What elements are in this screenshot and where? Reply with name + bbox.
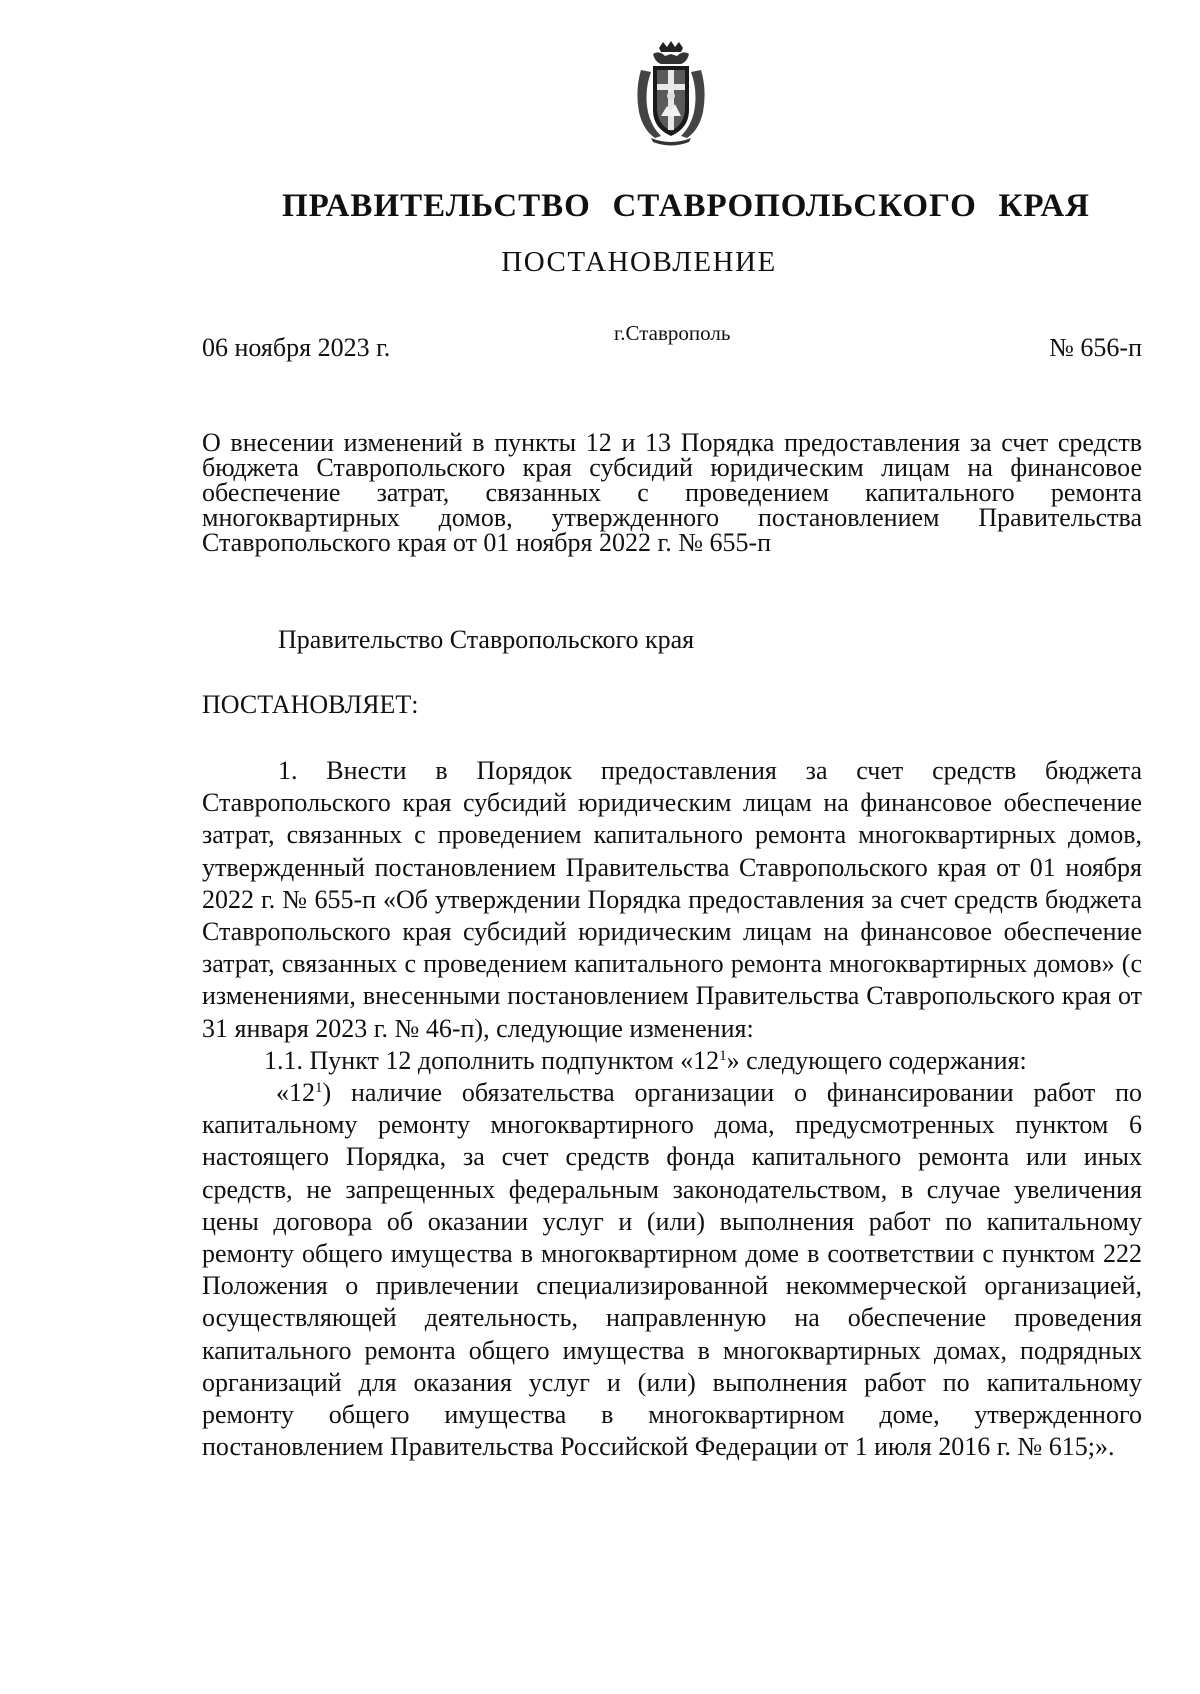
item-1-1 [202, 1045, 1142, 1077]
item-1-1-text-after: » следующего содержания: [726, 1045, 1027, 1075]
document-city: г.Ставрополь [614, 321, 731, 345]
quoted-subitem-text-after: ) наличие обязательства организации о финансировании работ по капитальному ремонту многоквартирного дома, предусмотренных пунктом 6 настоящего Порядка, за счет средств фонда капитального ремонта или иных средств, не запрещенных федеральным законодательством, в случае увеличения цены договора об оказании услуг и (или) выполнения работ по капитальному ремонту общего имущества в многоквартирном доме в соответствии с пунктом 222 Положения о привлечении специализированной некоммерческой организацией, осуществляющей деятельность, направленную на обеспечение проведения капитального ремонта общего имущества в многоквартирных домах, подрядных организаций для оказания услуг и (или) выполнения работ по капитальному ремонту общего имущества в многоквартирном доме, утвержденного постановлением Правительства Российской Федерации от 1 июля 2016 г. № 615;». [202, 1078, 1142, 1462]
paragraph-1: 1. Внести в Порядок предоставления за счет средств бюджета Ставропольского края субсидий юридическим лицам на финансовое обеспечение затрат, связанных с проведением капитального ремонта многоквартирных домов, утвержденный постановлением Правительства Ставропольского края от 01 ноября 2022 г. № 655-п «Об утверждении Порядка предоставления за счет средств бюджета Ставропольского края субсидий юридическим лицам на финансовое обеспечение затрат, связанных с проведением капитального ремонта многоквартирных домов» (с изменениями, внесенными постановлением Правительства Ставропольского края от 31 января 2023 г. № 46-п), следующие изменения: [202, 756, 1142, 1043]
document-date: 06 ноября 2023 г. [202, 333, 391, 362]
government-title-word-3: КРАЯ [998, 188, 1090, 224]
decree-word: ПОСТАНОВЛЯЕТ: [202, 690, 419, 719]
quoted-subitem-superscript: 1 [315, 1080, 323, 1097]
quoted-subitem-text-before: «12 [276, 1078, 315, 1108]
quoted-subitem [202, 1077, 1142, 1463]
document-type: ПОСТАНОВЛЕНИЕ [501, 246, 777, 278]
government-name: Правительство Ставропольского края [278, 625, 695, 654]
government-title [282, 188, 1090, 225]
government-title-word-1: ПРАВИТЕЛЬСТВО [282, 188, 591, 224]
document-number: № 656-п [1049, 333, 1142, 362]
government-title-word-2: СТАВРОПОЛЬСКОГО [612, 188, 977, 224]
item-1-1-superscript: 1 [719, 1047, 727, 1064]
coat-of-arms-icon [631, 40, 711, 146]
document-subject: О внесении изменений в пункты 12 и 13 Порядка предоставления за счет средств бюджета Ставропольского края субсидий юридическим лицам на финансовое обеспечение затрат, связанных с проведением капитального ремонта многоквартирных домов, утвержденного постановлением Правительства Ставропольского края от 01 ноября 2022 г. № 655-п [202, 428, 1142, 557]
item-1-1-text-before: 1.1. Пункт 12 дополнить подпунктом «12 [264, 1045, 720, 1075]
document-body [202, 755, 1142, 1463]
